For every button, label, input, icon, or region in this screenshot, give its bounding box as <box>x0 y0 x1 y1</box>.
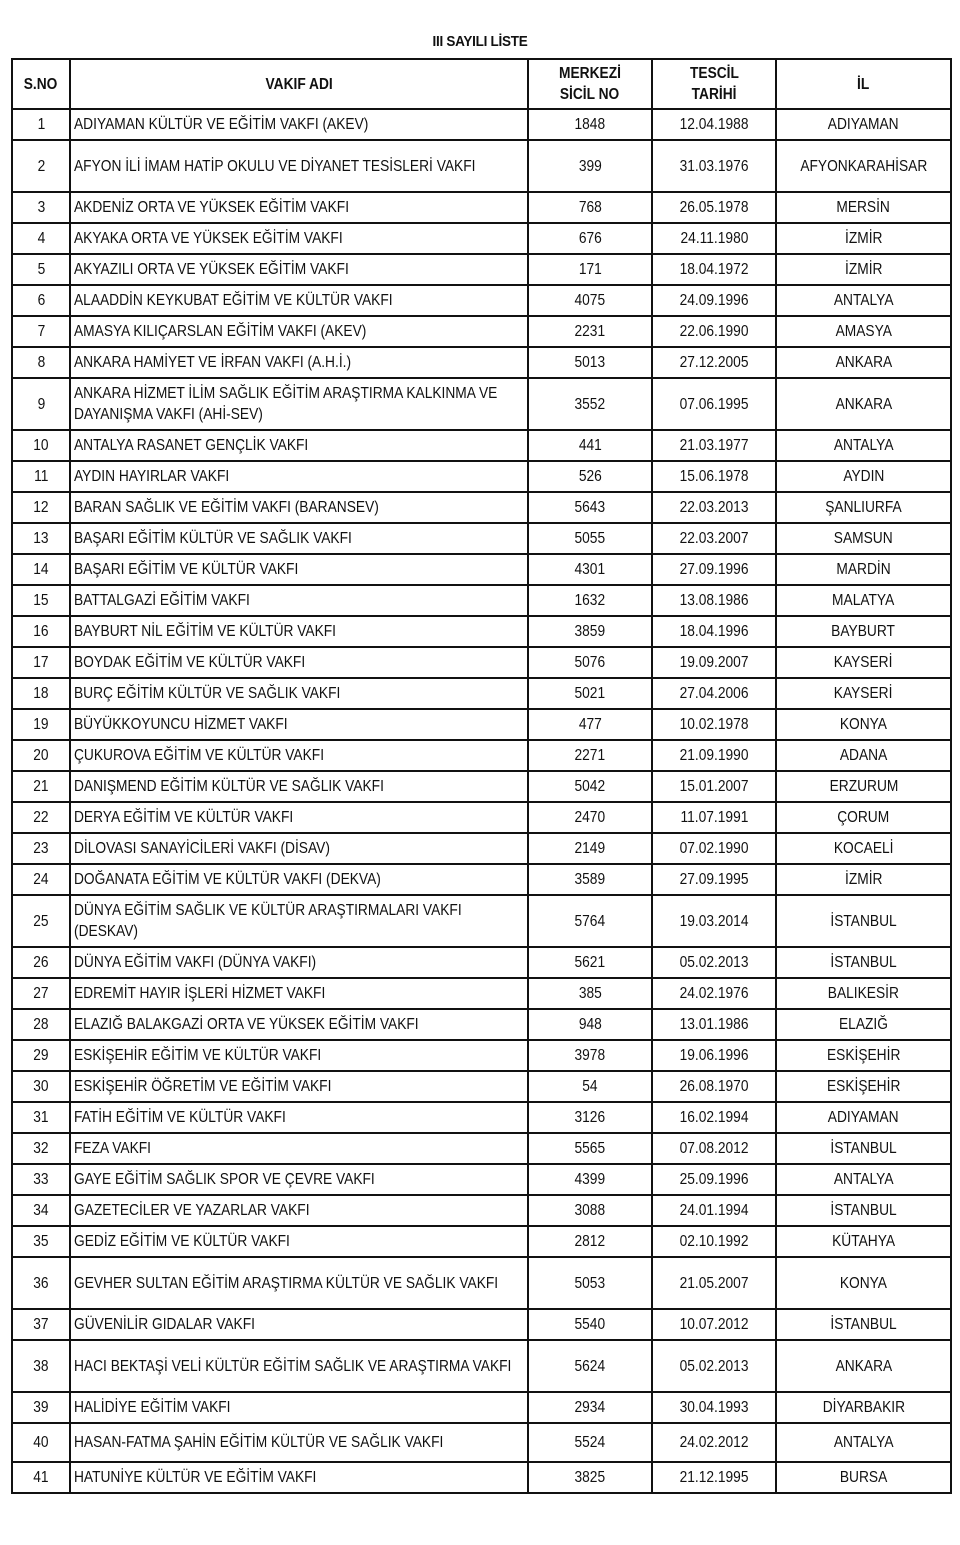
cell-sicil: 385 <box>528 978 652 1009</box>
cell-name: ANKARA HAMİYET VE İRFAN VAKFI (A.H.İ.) <box>70 347 528 378</box>
cell-date: 15.01.2007 <box>652 771 776 802</box>
cell-il: İZMİR <box>776 223 951 254</box>
cell-il: AFYONKARAHİSAR <box>776 140 951 192</box>
cell-sicil: 3126 <box>528 1102 652 1133</box>
table-row <box>12 771 951 802</box>
cell-il: İZMİR <box>776 864 951 895</box>
cell-sicil: 2231 <box>528 316 652 347</box>
table-row <box>12 1392 951 1423</box>
table-row <box>12 523 951 554</box>
cell-sno: 17 <box>12 647 70 678</box>
cell-name: ELAZIĞ BALAKGAZİ ORTA VE YÜKSEK EĞİTİM VAKFI <box>70 1009 528 1040</box>
cell-il: ANTALYA <box>776 285 951 316</box>
cell-sno: 30 <box>12 1071 70 1102</box>
cell-date: 07.02.1990 <box>652 833 776 864</box>
cell-name: ANTALYA RASANET GENÇLİK VAKFI <box>70 430 528 461</box>
cell-sno: 18 <box>12 678 70 709</box>
cell-name: GAZETECİLER VE YAZARLAR VAKFI <box>70 1195 528 1226</box>
cell-sicil: 5013 <box>528 347 652 378</box>
cell-name: AKYAZILI ORTA VE YÜKSEK EĞİTİM VAKFI <box>70 254 528 285</box>
cell-sicil: 2271 <box>528 740 652 771</box>
cell-sno: 1 <box>12 109 70 140</box>
cell-il: MARDİN <box>776 554 951 585</box>
table-row <box>12 1257 951 1309</box>
cell-date: 02.10.1992 <box>652 1226 776 1257</box>
table-row <box>12 430 951 461</box>
cell-sicil: 5042 <box>528 771 652 802</box>
cell-il: ANTALYA <box>776 430 951 461</box>
table-row <box>12 1226 951 1257</box>
cell-sicil: 676 <box>528 223 652 254</box>
cell-sno: 36 <box>12 1257 70 1309</box>
cell-sicil: 441 <box>528 430 652 461</box>
table-row <box>12 316 951 347</box>
cell-sicil: 3978 <box>528 1040 652 1071</box>
cell-date: 12.04.1988 <box>652 109 776 140</box>
table-row <box>12 585 951 616</box>
header-sno: S.NO <box>12 59 70 109</box>
cell-il: İSTANBUL <box>776 895 951 947</box>
cell-name: DOĞANATA EĞİTİM VE KÜLTÜR VAKFI (DEKVA) <box>70 864 528 895</box>
cell-name: GÜVENİLİR GIDALAR VAKFI <box>70 1309 528 1340</box>
table-row <box>12 1133 951 1164</box>
cell-date: 24.01.1994 <box>652 1195 776 1226</box>
cell-il: SAMSUN <box>776 523 951 554</box>
cell-il: İSTANBUL <box>776 947 951 978</box>
cell-sno: 15 <box>12 585 70 616</box>
cell-date: 07.08.2012 <box>652 1133 776 1164</box>
cell-sno: 8 <box>12 347 70 378</box>
cell-name: ÇUKUROVA EĞİTİM VE KÜLTÜR VAKFI <box>70 740 528 771</box>
header-sicil: MERKEZİ SİCİL NO <box>528 59 652 109</box>
cell-sno: 34 <box>12 1195 70 1226</box>
cell-sicil: 2470 <box>528 802 652 833</box>
cell-sicil: 3859 <box>528 616 652 647</box>
cell-il: ELAZIĞ <box>776 1009 951 1040</box>
cell-sno: 9 <box>12 378 70 430</box>
cell-date: 24.11.1980 <box>652 223 776 254</box>
cell-il: ANKARA <box>776 378 951 430</box>
table-row <box>12 492 951 523</box>
cell-date: 15.06.1978 <box>652 461 776 492</box>
cell-name: HASAN-FATMA ŞAHİN EĞİTİM KÜLTÜR VE SAĞLIK VAKFI <box>70 1423 528 1462</box>
cell-sicil: 3825 <box>528 1462 652 1493</box>
cell-sicil: 5524 <box>528 1423 652 1462</box>
cell-il: MERSİN <box>776 192 951 223</box>
cell-name: GAYE EĞİTİM SAĞLIK SPOR VE ÇEVRE VAKFI <box>70 1164 528 1195</box>
cell-sno: 41 <box>12 1462 70 1493</box>
cell-date: 21.05.2007 <box>652 1257 776 1309</box>
cell-date: 19.03.2014 <box>652 895 776 947</box>
cell-sicil: 3589 <box>528 864 652 895</box>
cell-sno: 13 <box>12 523 70 554</box>
cell-date: 05.02.2013 <box>652 947 776 978</box>
cell-date: 22.03.2007 <box>652 523 776 554</box>
cell-il: ŞANLIURFA <box>776 492 951 523</box>
cell-name: AYDIN HAYIRLAR VAKFI <box>70 461 528 492</box>
cell-sno: 20 <box>12 740 70 771</box>
cell-name: ANKARA HİZMET İLİM SAĞLIK EĞİTİM ARAŞTIRMA KALKINMA VE DAYANIŞMA VAKFI (AHİ-SEV) <box>70 378 528 430</box>
cell-date: 05.02.2013 <box>652 1340 776 1392</box>
cell-name: AKYAKA ORTA VE YÜKSEK EĞİTİM VAKFI <box>70 223 528 254</box>
table-row <box>12 223 951 254</box>
cell-date: 19.09.2007 <box>652 647 776 678</box>
cell-sicil: 1848 <box>528 109 652 140</box>
cell-sno: 27 <box>12 978 70 1009</box>
cell-il: İSTANBUL <box>776 1309 951 1340</box>
cell-name: DİLOVASI SANAYİCİLERİ VAKFI (DİSAV) <box>70 833 528 864</box>
cell-sicil: 4301 <box>528 554 652 585</box>
cell-name: ALAADDİN KEYKUBAT EĞİTİM VE KÜLTÜR VAKFI <box>70 285 528 316</box>
cell-il: ADIYAMAN <box>776 1102 951 1133</box>
table-row <box>12 947 951 978</box>
cell-date: 27.09.1996 <box>652 554 776 585</box>
cell-date: 24.09.1996 <box>652 285 776 316</box>
cell-sicil: 5764 <box>528 895 652 947</box>
cell-name: ADIYAMAN KÜLTÜR VE EĞİTİM VAKFI (AKEV) <box>70 109 528 140</box>
table-row <box>12 1195 951 1226</box>
cell-name: EDREMİT HAYIR İŞLERİ HİZMET VAKFI <box>70 978 528 1009</box>
cell-sicil: 477 <box>528 709 652 740</box>
table-row <box>12 802 951 833</box>
cell-il: ERZURUM <box>776 771 951 802</box>
cell-name: DANIŞMEND EĞİTİM KÜLTÜR VE SAĞLIK VAKFI <box>70 771 528 802</box>
cell-name: DERYA EĞİTİM VE KÜLTÜR VAKFI <box>70 802 528 833</box>
cell-name: BURÇ EĞİTİM KÜLTÜR VE SAĞLIK VAKFI <box>70 678 528 709</box>
cell-sno: 37 <box>12 1309 70 1340</box>
cell-sicil: 5053 <box>528 1257 652 1309</box>
cell-il: ANTALYA <box>776 1423 951 1462</box>
cell-il: ANTALYA <box>776 1164 951 1195</box>
cell-name: GEVHER SULTAN EĞİTİM ARAŞTIRMA KÜLTÜR VE SAĞLIK VAKFI <box>70 1257 528 1309</box>
cell-il: KOCAELİ <box>776 833 951 864</box>
cell-date: 22.06.1990 <box>652 316 776 347</box>
cell-il: BALIKESİR <box>776 978 951 1009</box>
cell-sicil: 2149 <box>528 833 652 864</box>
table-header-row <box>12 59 951 109</box>
table-row <box>12 1164 951 1195</box>
cell-sno: 35 <box>12 1226 70 1257</box>
cell-sno: 12 <box>12 492 70 523</box>
cell-sno: 19 <box>12 709 70 740</box>
table-row <box>12 1040 951 1071</box>
cell-date: 11.07.1991 <box>652 802 776 833</box>
cell-il: AYDIN <box>776 461 951 492</box>
cell-il: BURSA <box>776 1462 951 1493</box>
cell-name: FATİH EĞİTİM VE KÜLTÜR VAKFI <box>70 1102 528 1133</box>
cell-date: 21.09.1990 <box>652 740 776 771</box>
cell-date: 21.03.1977 <box>652 430 776 461</box>
cell-date: 24.02.1976 <box>652 978 776 1009</box>
cell-sicil: 171 <box>528 254 652 285</box>
table-row <box>12 1462 951 1493</box>
table-row <box>12 709 951 740</box>
cell-name: DÜNYA EĞİTİM SAĞLIK VE KÜLTÜR ARAŞTIRMALARI VAKFI (DESKAV) <box>70 895 528 947</box>
cell-name: HATUNİYE KÜLTÜR VE EĞİTİM VAKFI <box>70 1462 528 1493</box>
cell-sicil: 399 <box>528 140 652 192</box>
cell-name: ESKİŞEHİR ÖĞRETİM VE EĞİTİM VAKFI <box>70 1071 528 1102</box>
table-row <box>12 140 951 192</box>
cell-il: KAYSERİ <box>776 647 951 678</box>
cell-date: 18.04.1972 <box>652 254 776 285</box>
cell-date: 22.03.2013 <box>652 492 776 523</box>
header-tescil: TESCİL TARİHİ <box>652 59 776 109</box>
cell-date: 27.12.2005 <box>652 347 776 378</box>
cell-sicil: 5055 <box>528 523 652 554</box>
cell-name: BARAN SAĞLIK VE EĞİTİM VAKFI (BARANSEV) <box>70 492 528 523</box>
cell-sicil: 2934 <box>528 1392 652 1423</box>
table-row <box>12 254 951 285</box>
cell-sno: 21 <box>12 771 70 802</box>
cell-sno: 38 <box>12 1340 70 1392</box>
table-row <box>12 347 951 378</box>
cell-sno: 11 <box>12 461 70 492</box>
cell-il: ANKARA <box>776 347 951 378</box>
cell-date: 27.04.2006 <box>652 678 776 709</box>
cell-sicil: 1632 <box>528 585 652 616</box>
cell-name: BAŞARI EĞİTİM VE KÜLTÜR VAKFI <box>70 554 528 585</box>
table-row <box>12 1423 951 1462</box>
cell-sicil: 768 <box>528 192 652 223</box>
cell-il: İZMİR <box>776 254 951 285</box>
cell-il: ESKİŞEHİR <box>776 1040 951 1071</box>
cell-date: 10.07.2012 <box>652 1309 776 1340</box>
cell-name: FEZA VAKFI <box>70 1133 528 1164</box>
cell-name: AKDENİZ ORTA VE YÜKSEK EĞİTİM VAKFI <box>70 192 528 223</box>
cell-sicil: 5021 <box>528 678 652 709</box>
cell-il: ÇORUM <box>776 802 951 833</box>
cell-name: DÜNYA EĞİTİM VAKFI (DÜNYA VAKFI) <box>70 947 528 978</box>
cell-sicil: 4399 <box>528 1164 652 1195</box>
table-row <box>12 378 951 430</box>
cell-il: ESKİŞEHİR <box>776 1071 951 1102</box>
cell-date: 07.06.1995 <box>652 378 776 430</box>
table-row <box>12 1340 951 1392</box>
cell-name: GEDİZ EĞİTİM VE KÜLTÜR VAKFI <box>70 1226 528 1257</box>
cell-sicil: 5565 <box>528 1133 652 1164</box>
cell-sno: 39 <box>12 1392 70 1423</box>
cell-sno: 14 <box>12 554 70 585</box>
cell-date: 24.02.2012 <box>652 1423 776 1462</box>
cell-name: BÜYÜKKOYUNCU HİZMET VAKFI <box>70 709 528 740</box>
cell-il: ADIYAMAN <box>776 109 951 140</box>
cell-il: İSTANBUL <box>776 1195 951 1226</box>
cell-date: 10.02.1978 <box>652 709 776 740</box>
table-row <box>12 1009 951 1040</box>
cell-il: DİYARBAKIR <box>776 1392 951 1423</box>
cell-sno: 2 <box>12 140 70 192</box>
cell-il: AMASYA <box>776 316 951 347</box>
cell-sno: 28 <box>12 1009 70 1040</box>
cell-date: 26.05.1978 <box>652 192 776 223</box>
table-row <box>12 461 951 492</box>
cell-sno: 23 <box>12 833 70 864</box>
cell-name: BOYDAK EĞİTİM VE KÜLTÜR VAKFI <box>70 647 528 678</box>
cell-sno: 5 <box>12 254 70 285</box>
table-row <box>12 1309 951 1340</box>
cell-name: BAYBURT NİL EĞİTİM VE KÜLTÜR VAKFI <box>70 616 528 647</box>
cell-sno: 32 <box>12 1133 70 1164</box>
cell-sno: 10 <box>12 430 70 461</box>
cell-il: İSTANBUL <box>776 1133 951 1164</box>
table-row <box>12 647 951 678</box>
cell-il: ANKARA <box>776 1340 951 1392</box>
cell-name: HACI BEKTAŞİ VELİ KÜLTÜR EĞİTİM SAĞLIK VE ARAŞTIRMA VAKFI <box>70 1340 528 1392</box>
cell-sicil: 5540 <box>528 1309 652 1340</box>
cell-name: BATTALGAZİ EĞİTİM VAKFI <box>70 585 528 616</box>
cell-il: KÜTAHYA <box>776 1226 951 1257</box>
cell-sno: 33 <box>12 1164 70 1195</box>
header-il: İL <box>776 59 951 109</box>
cell-sicil: 526 <box>528 461 652 492</box>
cell-sicil: 2812 <box>528 1226 652 1257</box>
cell-date: 26.08.1970 <box>652 1071 776 1102</box>
cell-il: KONYA <box>776 709 951 740</box>
cell-name: ESKİŞEHİR EĞİTİM VE KÜLTÜR VAKFI <box>70 1040 528 1071</box>
cell-sicil: 3088 <box>528 1195 652 1226</box>
document-title: III SAYILI LİSTE <box>432 33 528 50</box>
cell-sno: 26 <box>12 947 70 978</box>
cell-sno: 40 <box>12 1423 70 1462</box>
table-row <box>12 616 951 647</box>
cell-sno: 16 <box>12 616 70 647</box>
table-row <box>12 1102 951 1133</box>
cell-sno: 3 <box>12 192 70 223</box>
table-row <box>12 109 951 140</box>
table-row <box>12 740 951 771</box>
table-row <box>12 833 951 864</box>
cell-sno: 4 <box>12 223 70 254</box>
cell-date: 21.12.1995 <box>652 1462 776 1493</box>
cell-name: HALİDİYE EĞİTİM VAKFI <box>70 1392 528 1423</box>
cell-sno: 29 <box>12 1040 70 1071</box>
cell-sicil: 5621 <box>528 947 652 978</box>
table-row <box>12 864 951 895</box>
table-row <box>12 285 951 316</box>
table-row <box>12 895 951 947</box>
cell-sno: 7 <box>12 316 70 347</box>
cell-date: 16.02.1994 <box>652 1102 776 1133</box>
cell-date: 19.06.1996 <box>652 1040 776 1071</box>
header-name: VAKIF ADI <box>70 59 528 109</box>
cell-sicil: 5624 <box>528 1340 652 1392</box>
cell-sno: 6 <box>12 285 70 316</box>
table-row <box>12 192 951 223</box>
cell-name: AMASYA KILIÇARSLAN EĞİTİM VAKFI (AKEV) <box>70 316 528 347</box>
foundation-table <box>11 58 952 1494</box>
cell-sicil: 5643 <box>528 492 652 523</box>
cell-sicil: 54 <box>528 1071 652 1102</box>
cell-sno: 22 <box>12 802 70 833</box>
table-row <box>12 978 951 1009</box>
cell-il: KONYA <box>776 1257 951 1309</box>
cell-sicil: 5076 <box>528 647 652 678</box>
cell-sno: 31 <box>12 1102 70 1133</box>
cell-date: 18.04.1996 <box>652 616 776 647</box>
cell-name: BAŞARI EĞİTİM KÜLTÜR VE SAĞLIK VAKFI <box>70 523 528 554</box>
cell-date: 30.04.1993 <box>652 1392 776 1423</box>
cell-sicil: 3552 <box>528 378 652 430</box>
table-row <box>12 678 951 709</box>
cell-date: 13.01.1986 <box>652 1009 776 1040</box>
cell-sno: 24 <box>12 864 70 895</box>
cell-sicil: 4075 <box>528 285 652 316</box>
cell-sno: 25 <box>12 895 70 947</box>
cell-date: 13.08.1986 <box>652 585 776 616</box>
cell-date: 31.03.1976 <box>652 140 776 192</box>
cell-il: MALATYA <box>776 585 951 616</box>
cell-name: AFYON İLİ İMAM HATİP OKULU VE DİYANET TESİSLERİ VAKFI <box>70 140 528 192</box>
cell-il: BAYBURT <box>776 616 951 647</box>
cell-sicil: 948 <box>528 1009 652 1040</box>
cell-il: ADANA <box>776 740 951 771</box>
cell-date: 27.09.1995 <box>652 864 776 895</box>
cell-date: 25.09.1996 <box>652 1164 776 1195</box>
table-row <box>12 554 951 585</box>
cell-il: KAYSERİ <box>776 678 951 709</box>
table-row <box>12 1071 951 1102</box>
